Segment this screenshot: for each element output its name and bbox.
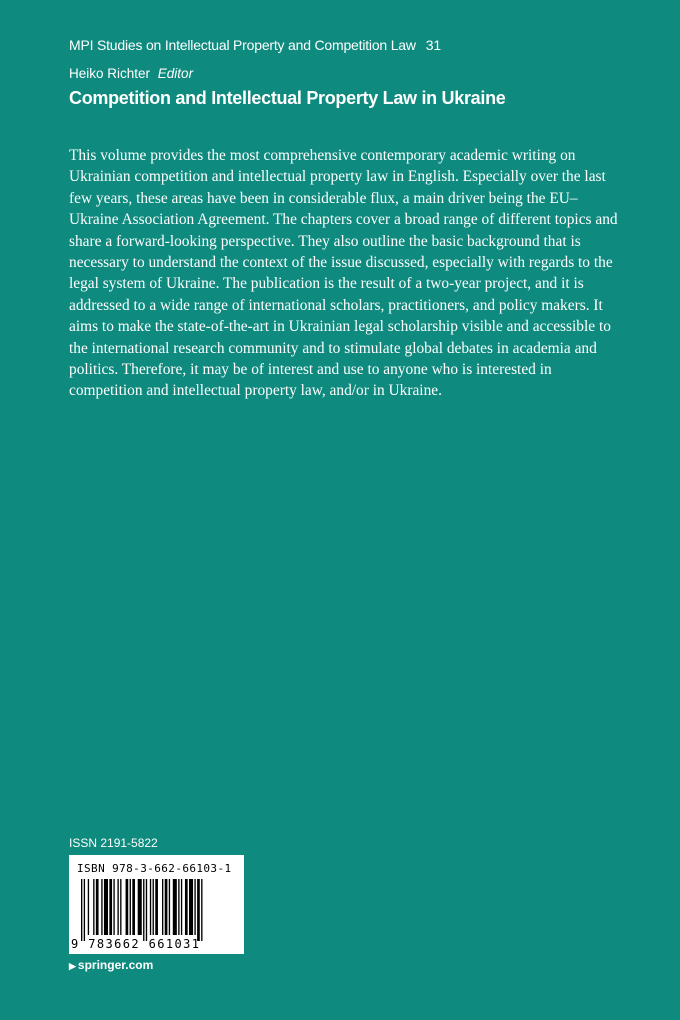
barcode-bar [153,879,154,935]
editor-name: Heiko Richter [69,66,151,81]
series-title [69,37,441,53]
book-description: This volume provides the most comprehensive contemporary academic writing on Ukrainian competition and intellectual property law in English. Especially over the last few years, these areas have been in considerable flux, a main driver being the EU–Ukraine Association Agreement. The chapters cover a broad range of different topics and share a forward-looking perspective. They also outline the basic background that is necessary to understand the context of the issue discussed, especially with regards to the legal system of Ukraine. The publication is the result of a two-year project, and it is addressed to a wide range of international scholars, practitioners, and policy makers. It aims to make the state-of-the-art in Ukrainian legal scholarship visible and accessible to the international research community and to stimulate global debates in academia and politics. Therefore, it may be of interest and use to anyone who is interested in competition and intellectual property law, and/or in Ukraine. [69,147,618,400]
barcode-bar [143,879,144,941]
barcode-bar [117,879,118,935]
barcode-bar [178,879,179,935]
barcode-bar [132,879,135,935]
barcode-bar [165,879,168,935]
barcode-bar [169,879,170,935]
barcode-bar [194,879,195,935]
barcode [69,855,244,954]
barcode-bar [101,879,102,935]
ean-digits: 9 783662 661031 [71,937,201,951]
isbn-label: ISBN 978-3-662-66103-1 [77,862,232,875]
series-number: 31 [425,37,441,53]
barcode-bar [173,879,177,935]
editor-role: Editor [157,66,194,81]
barcode-bar [189,879,193,935]
barcode-bar [155,879,158,935]
barcode-bar [93,879,94,935]
barcode-bar [197,879,200,941]
book-title: Competition and Intellectual Property Law in Ukraine [69,88,506,108]
barcode-bar [130,879,131,935]
barcode-bar [88,879,89,935]
barcode-bar [138,879,142,935]
barcode-bar [104,879,108,935]
barcode-bar [81,879,82,941]
series-name: MPI Studies on Intellectual Property and Competition Law [69,37,416,53]
barcode-bar [113,879,114,935]
barcode-bar [109,879,112,935]
publisher-link[interactable] [69,958,153,972]
barcode-bar [150,879,151,935]
barcode-bar [146,879,147,941]
barcode-bar [84,879,85,941]
barcode-bar [181,879,182,935]
barcode-bar [185,879,188,935]
editor-line [69,66,193,81]
issn-label: ISSN 2191-5822 [69,836,158,850]
barcode-bar [120,879,121,935]
barcode-bar [162,879,163,935]
triangle-right-icon: ▶ [69,961,76,971]
barcode-bar [96,879,99,935]
barcode-bar [201,879,202,941]
barcode-bar [126,879,129,935]
publisher-url: springer.com [77,958,154,972]
